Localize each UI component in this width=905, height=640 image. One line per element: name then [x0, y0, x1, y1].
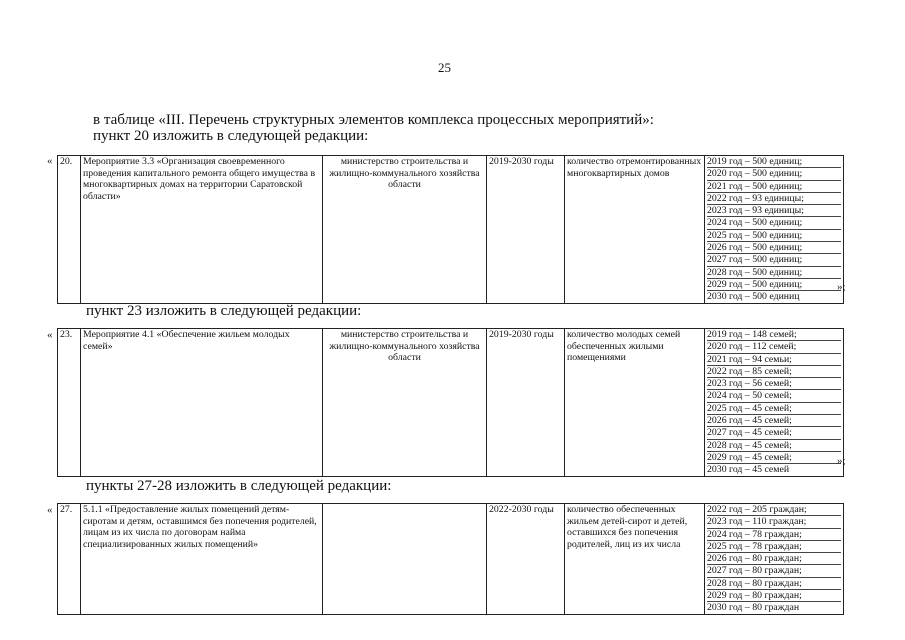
value-line: 2029 год – 45 семей;	[707, 452, 841, 464]
page-number: 25	[438, 60, 451, 75]
value-line: 2019 год – 148 семей;	[707, 329, 841, 341]
value-line: 2024 год – 50 семей;	[707, 390, 841, 402]
value-line: 2030 год – 80 граждан	[707, 602, 800, 614]
value-line: 2024 год – 78 граждан;	[707, 529, 841, 541]
item-number: 27.	[58, 504, 81, 615]
value-line: 2023 год – 110 граждан;	[707, 516, 841, 528]
close-quote: »;	[837, 455, 846, 467]
value-line: 2022 год – 93 единицы;	[707, 193, 841, 205]
item-ministry	[323, 504, 487, 615]
item-name: 5.1.1 «Предоставление жилых помещений детям-сиротам и детям, оставшимся без попечения родителей, лицам из их числа по договорам найма специализированных жилых помещений»	[81, 504, 323, 615]
item-ministry: министерство строительства и жилищно-коммунального хозяйства области	[323, 156, 487, 304]
value-line: 2021 год – 500 единиц;	[707, 181, 841, 193]
open-quote: «	[47, 329, 53, 341]
value-line: 2029 год – 500 единиц;	[707, 279, 841, 291]
value-line: 2027 год – 80 граждан;	[707, 565, 841, 577]
item-number: 20.	[58, 156, 81, 304]
item-values	[705, 329, 844, 477]
item-years: 2019-2030 годы	[487, 156, 565, 304]
value-line: 2026 год – 500 единиц;	[707, 242, 841, 254]
value-line: 2025 год – 45 семей;	[707, 403, 841, 415]
value-line: 2030 год – 45 семей	[707, 464, 790, 476]
value-line: 2023 год – 93 единицы;	[707, 205, 841, 217]
item-name: Мероприятие 4.1 «Обеспечение жильем молодых семей»	[81, 329, 323, 477]
item-number: 23.	[58, 329, 81, 477]
intro-line-2: пункт 20 изложить в следующей редакции:	[93, 128, 369, 144]
value-line: 2025 год – 500 единиц;	[707, 230, 841, 242]
table-row	[58, 156, 844, 304]
intro-line-1: в таблице «III. Перечень структурных элементов комплекса процессных мероприятий»:	[93, 112, 654, 128]
table-item-20	[57, 155, 844, 304]
value-line: 2025 год – 78 граждан;	[707, 541, 841, 553]
item-values	[705, 156, 844, 304]
value-line: 2027 год – 500 единиц;	[707, 254, 841, 266]
value-line: 2022 год – 205 граждан;	[707, 504, 841, 516]
value-line: 2019 год – 500 единиц;	[707, 156, 841, 168]
item-ministry: министерство строительства и жилищно-коммунального хозяйства области	[323, 329, 487, 477]
value-line: 2022 год – 85 семей;	[707, 366, 841, 378]
punkt-27-28-heading: пункты 27-28 изложить в следующей редакции:	[86, 478, 392, 494]
item-name: Мероприятие 3.3 «Организация своевременного проведения капитального ремонта общего имущества в многоквартирных домах на территории Саратовской области»	[81, 156, 323, 304]
value-line: 2028 год – 45 семей;	[707, 440, 841, 452]
item-indicator: количество молодых семей обеспеченных жилыми помещениями	[565, 329, 705, 477]
item-indicator: количество отремонтированных многоквартирных домов	[565, 156, 705, 304]
value-line: 2030 год – 500 единиц	[707, 291, 800, 303]
close-quote: »;	[837, 281, 846, 293]
item-years: 2022-2030 годы	[487, 504, 565, 615]
item-values	[705, 504, 844, 615]
value-line: 2020 год – 112 семей;	[707, 341, 841, 353]
value-line: 2023 год – 56 семей;	[707, 378, 841, 390]
value-line: 2026 год – 45 семей;	[707, 415, 841, 427]
item-indicator: количество обеспеченных жильем детей-сирот и детей, оставшихся без попечения родителей, лиц из их числа	[565, 504, 705, 615]
value-line: 2020 год – 500 единиц;	[707, 168, 841, 180]
value-line: 2028 год – 500 единиц;	[707, 267, 841, 279]
item-years: 2019-2030 годы	[487, 329, 565, 477]
table-row	[58, 329, 844, 477]
value-line: 2026 год – 80 граждан;	[707, 553, 841, 565]
value-line: 2029 год – 80 граждан;	[707, 590, 841, 602]
value-line: 2027 год – 45 семей;	[707, 427, 841, 439]
value-line: 2028 год – 80 граждан;	[707, 578, 841, 590]
table-item-23	[57, 328, 844, 477]
table-row	[58, 504, 844, 615]
open-quote: «	[47, 155, 53, 167]
value-line: 2021 год – 94 семьи;	[707, 354, 841, 366]
value-line: 2024 год – 500 единиц;	[707, 217, 841, 229]
table-item-27	[57, 503, 844, 615]
punkt-23-heading: пункт 23 изложить в следующей редакции:	[86, 303, 362, 319]
open-quote: «	[47, 504, 53, 516]
